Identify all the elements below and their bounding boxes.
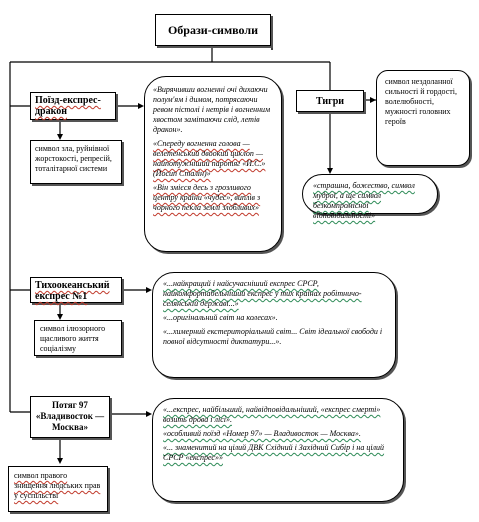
pacific-quote-2: «...оригінальний світ на колесах». xyxy=(163,313,278,322)
pacific-express-title: Тихоокеанський експрес №1 xyxy=(35,280,110,302)
train97-symbol-node xyxy=(8,466,108,512)
root-node xyxy=(155,14,271,46)
tigers-symbol: символ нездоланної сильності й гордості, волелюбності, мужності головних героїв xyxy=(385,77,458,126)
tigers-node xyxy=(296,90,364,112)
pacific-express-symbol-node xyxy=(34,320,122,356)
train97-quote-3: «... знаменитий на цілий ДВК Східний і Західний Сибір і на цілий СРСР «експрес»» xyxy=(163,443,385,462)
train97-title: Потяг 97 «Владивосток — Москва» xyxy=(35,400,105,432)
train-dragon-symbol-node xyxy=(30,140,122,184)
train-dragon-quotes xyxy=(144,76,282,252)
tigers-quote-node xyxy=(302,174,438,220)
train-dragon-symbol: символ зла, руйнівної жорстокості, репресій, тоталітарної системи xyxy=(35,144,112,173)
pacific-quote-3: «...химерний екстериторіальний світ... Світ ідеальної свободи і повної відсутності диктатури...». xyxy=(163,327,383,346)
tigers-title: Тигри xyxy=(315,95,345,107)
train-dragon-title: Поїзд-експрес-дракон xyxy=(35,95,101,117)
train97-quote-1: «...експрес, найбільший, найвідповідальніший, «експрес смерті» возить дрова і лісі». xyxy=(163,405,381,424)
pacific-express-symbol: символ ілюзорного щасливого життя соціалізму xyxy=(40,324,106,353)
pacific-express-quotes xyxy=(152,272,396,378)
tigers-quote: «страшна, божество, символ мудрої, а ще символ безкомпромісної відповідальності» xyxy=(313,181,415,220)
train-dragon-quote-1: «Вирячивши вогненні очі дихаючи полум'ям і димом, потрясаючи ревом пістолі і нетрів і вогненним хвостом замітаючи слід, летів дракон». xyxy=(153,85,271,134)
train-dragon-quote-3: «Він змієся десь з грозливого центру країни «чудес», виплів з чорного пекла землі злобливих» xyxy=(153,183,261,212)
train-dragon-node xyxy=(30,92,116,120)
train97-node xyxy=(30,396,110,438)
train97-quotes xyxy=(152,398,404,502)
train97-symbol: символ правого знищення людських прав у суспільстві xyxy=(14,471,101,500)
pacific-express-node xyxy=(30,277,122,303)
tigers-symbol-node xyxy=(376,70,470,166)
train97-quote-2: «особливий поїзд «Номер 97» — Владивосток — Москва». xyxy=(163,429,361,438)
root-title: Образи-символи xyxy=(167,22,259,37)
train-dragon-quote-2: «Спереду вогненна голова — велетенський двоокий циклоп — найпотужніший паротяг «И.С.» (Йосип Сталін)» xyxy=(153,139,266,178)
pacific-quote-1: «...найкращий і найсучасніший експрес СРСР, найкомфортабельніший експрес у тих країнах робітничо-селянській державі...» xyxy=(163,279,362,308)
